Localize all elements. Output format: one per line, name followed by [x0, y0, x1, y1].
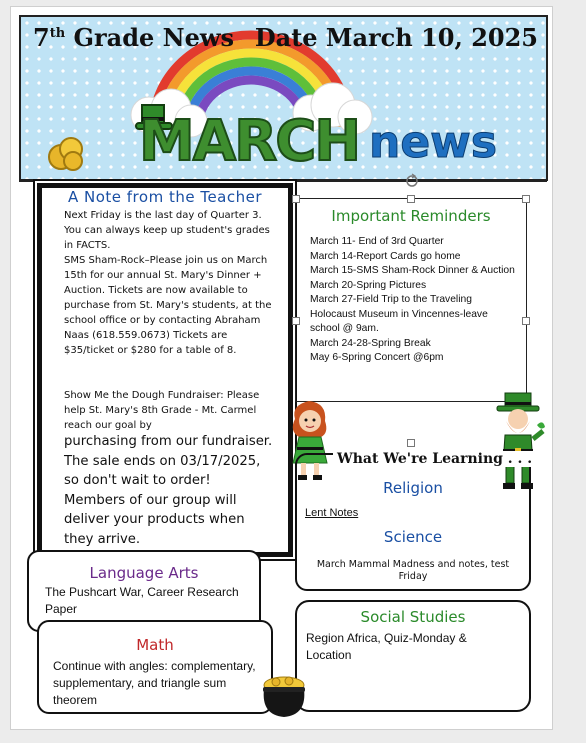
selection-handle[interactable] — [407, 195, 415, 203]
selection-handle[interactable] — [407, 439, 415, 447]
social-studies-box — [295, 600, 531, 712]
list-item: May 6-Spring Concert @6pm — [310, 352, 444, 363]
list-item: March 20-Spring Pictures — [310, 279, 427, 291]
math-title: Math — [136, 636, 174, 654]
math-text: Continue with angles: complementary, supplementary, and triangle sum theorem — [53, 659, 256, 707]
header-banner — [19, 15, 548, 181]
reminders-box — [295, 198, 527, 402]
language-arts-title: Language Arts — [89, 564, 199, 582]
list-item: March 27-Field Trip to the Traveling Holocaust Museum in Vincennes-leave school @ 9am. — [310, 294, 488, 334]
list-item: March 15-SMS Sham-Rock Dinner & Auction — [310, 265, 515, 276]
newsletter-page — [10, 6, 553, 730]
teacher-note-quarter: Next Friday is the last day of Quarter 3. You can always keep up student's grades in FACTS. — [64, 210, 270, 251]
teacher-note-fundraiser-details: purchasing from our fundraiser. The sale ends on 03/17/2025, so don't wait to order! Members of our group will deliver your products when they arrive. — [64, 434, 273, 547]
list-item: March 14-Report Cards go home — [310, 250, 461, 262]
social-studies-title: Social Studies — [360, 608, 466, 626]
teacher-note-fundraiser-intro: Show Me the Dough Fundraiser: Please help St. Mary's 8th Grade - Mt. Carmel reach our goal by — [64, 390, 260, 431]
reminders-title: Important Reminders — [331, 207, 491, 225]
gold-coins-icon — [47, 135, 87, 171]
learning-box — [295, 453, 531, 591]
religion-title: Religion — [383, 479, 443, 497]
selection-handle[interactable] — [522, 195, 530, 203]
reminders-list — [310, 235, 520, 366]
grade-heading: 7th Grade News — [33, 23, 235, 52]
religion-text: Lent Notes — [305, 507, 359, 519]
teacher-note-shamrock: SMS Sham-Rock–Please join us on March 15th for our annual St. Mary's Dinner + Auction. Tickets are now available to purchase from St. Mary's students, at the school office or by contacting Abraham Naas (618.559.0673) Tickets are $35/ticket or $280 for a table of 8. — [64, 255, 272, 356]
list-item: March 24-28-Spring Break — [310, 337, 431, 349]
science-title: Science — [383, 528, 443, 546]
list-item: March 11- End of 3rd Quarter — [310, 236, 444, 247]
selection-handle[interactable] — [292, 317, 300, 325]
date-heading: Date March 10, 2025 — [254, 23, 538, 52]
math-box — [37, 620, 273, 714]
news-wordart: news — [369, 117, 498, 168]
rotate-handle-icon[interactable] — [404, 173, 420, 189]
selection-handle[interactable] — [522, 317, 530, 325]
learning-label: What We're Learning . . . — [333, 451, 536, 467]
science-text: March Mammal Madness and notes, test Friday — [316, 559, 510, 582]
teacher-note-title: A Note from the Teacher — [67, 188, 263, 206]
language-arts-text: The Pushcart War, Career Research Paper — [45, 585, 239, 616]
pot-of-gold-icon — [259, 675, 309, 719]
teacher-note-box — [37, 183, 293, 557]
header-divider — [19, 179, 547, 182]
social-studies-text: Region Africa, Quiz-Monday & Location — [306, 631, 467, 662]
selection-handle[interactable] — [292, 195, 300, 203]
march-wordart: MARCH — [139, 109, 360, 174]
